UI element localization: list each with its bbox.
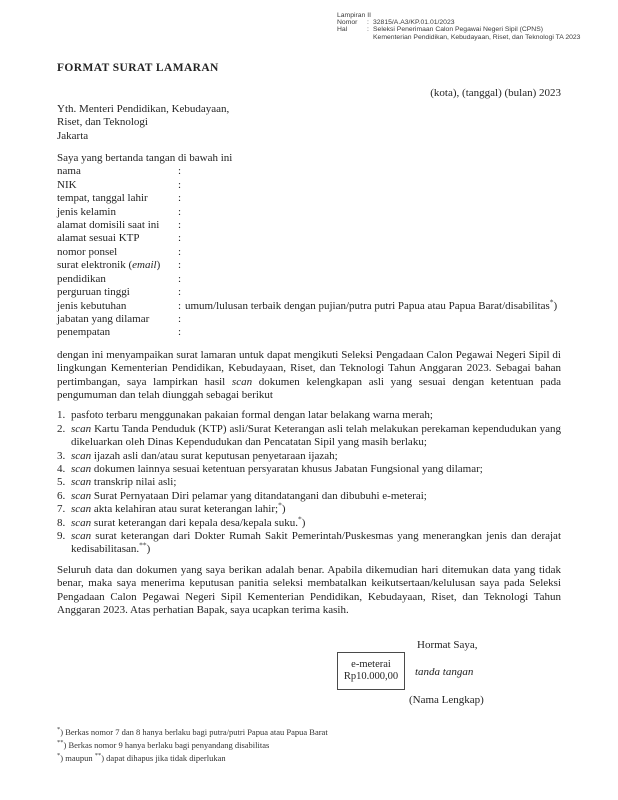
- list-item: [57, 476, 561, 489]
- annex-lampiran: [337, 12, 607, 19]
- field-label: jenis kelamin: [57, 205, 116, 218]
- list-text: scan transkrip nilai asli;: [71, 476, 177, 489]
- list-number: 7.: [57, 503, 66, 516]
- asterisk-marker: **: [139, 540, 147, 550]
- email-label-post: ): [156, 259, 161, 272]
- field-colon: :: [178, 178, 182, 191]
- field-colon: :: [178, 299, 182, 312]
- signature-hint: tanda tangan: [415, 666, 474, 678]
- p1-text-b: dokumen kelengkapan asli yang sesuai dengan ketentuan pada pengumuman dan telah diunggah sebagai berikut: [57, 375, 561, 401]
- field-colon: :: [178, 205, 182, 218]
- list-text: scan ijazah asli dan/atau surat keputusan penyetaraan ijazah;: [71, 449, 338, 462]
- list-item: [57, 500, 561, 516]
- letter-body: [57, 62, 561, 617]
- body-paragraph-1: [57, 349, 561, 403]
- field-label: tempat, tanggal lahir: [57, 192, 148, 205]
- field-label: NIK: [57, 178, 77, 191]
- list-number: 5.: [57, 476, 66, 489]
- e-meterai-stamp-box: [337, 652, 405, 690]
- asterisk-marker: *: [278, 500, 282, 510]
- list-text: scan akta kelahiran atau surat keterangan lahir;*): [71, 500, 286, 516]
- field-row-nomor-ponsel: [57, 246, 561, 259]
- field-row-alamat-domisili: [57, 219, 561, 232]
- closing-salutation: Hormat Saya,: [417, 639, 478, 651]
- list-item: [57, 490, 561, 503]
- field-value: [185, 192, 561, 205]
- field-label: jenis kebutuhan: [57, 299, 127, 312]
- field-colon: :: [178, 326, 182, 339]
- date-line: (kota), (tanggal) (bulan) 2023: [430, 87, 561, 100]
- nomor-value: 32815/A.A3/KP.01.01/2023: [373, 19, 455, 27]
- field-colon: :: [178, 219, 182, 232]
- footnote: *) maupun **) dapat dihapus jika tidak diperlukan: [57, 751, 226, 763]
- field-colon: :: [178, 245, 182, 258]
- list-text: scan Surat Pernyataan Diri pelamar yang ditandatangani dan dibubuhi e-meterai;: [71, 489, 427, 502]
- p1-text-a: dengan ini menyampaikan surat lamaran untuk dapat mengikuti Seleksi Pengadaan Calon Pegawai Negeri Sipil di lingkungan Kementerian Pendidikan, Kebudayaan, Riset, dan Teknologi Tahun Anggaran 2023. Sebagai bahan pertimbangan, saya lampirkan hasil: [57, 348, 561, 388]
- annex-hal: [337, 26, 607, 40]
- p1-italic-scan: scan: [231, 375, 253, 388]
- stamp-line1: e-meterai: [351, 658, 391, 670]
- field-label: jabatan yang dilamar: [57, 312, 150, 325]
- field-value: [185, 206, 561, 219]
- field-label: [57, 259, 178, 272]
- field-colon: :: [178, 192, 182, 205]
- field-label: perguruan tinggi: [57, 286, 130, 299]
- field-row-penempatan: [57, 326, 561, 339]
- field-row-pendidikan: [57, 273, 561, 286]
- field-row-ttl: [57, 192, 561, 205]
- list-item: [57, 423, 561, 450]
- annex-header: [337, 12, 607, 41]
- list-text: scan surat keterangan dari Dokter Rumah Sakit Pemerintah/Puskesmas yang menerangkan jenis dan derajat kedisabilitasan.**): [71, 530, 561, 556]
- field-value: [185, 273, 561, 286]
- recipient-block: [57, 103, 561, 143]
- field-value: [185, 219, 561, 232]
- field-colon: :: [178, 286, 182, 299]
- list-number: 9.: [57, 530, 66, 542]
- hal-label: Hal: [337, 26, 348, 34]
- field-list: [57, 165, 561, 339]
- list-number: 4.: [57, 462, 66, 475]
- list-text: scan dokumen lainnya sesuai ketentuan persyaratan khusus Jabatan Fungsional yang dilamar;: [71, 462, 483, 475]
- list-item: [57, 530, 561, 557]
- email-label-italic: email: [132, 259, 157, 272]
- list-text: pasfoto terbaru menggunakan pakaian formal dengan latar belakang warna merah;: [71, 409, 433, 422]
- asterisk-marker: *: [549, 296, 554, 306]
- field-value: [185, 326, 561, 339]
- hal-colon: :: [367, 26, 369, 34]
- field-label: nama: [57, 165, 81, 178]
- hal-value-line1: Seleksi Penerimaan Calon Pegawai Negeri Sipil (CPNS): [373, 26, 543, 34]
- jenis-kebutuhan-tail: ): [553, 299, 558, 312]
- field-row-nik: [57, 179, 561, 192]
- field-value: [185, 232, 561, 245]
- recipient-line3: Jakarta: [57, 129, 89, 142]
- nomor-label: Nomor: [337, 19, 358, 27]
- email-label-pre: surat elektronik (: [57, 259, 133, 272]
- field-value: [185, 179, 561, 192]
- field-row-perguruan-tinggi: [57, 286, 561, 299]
- field-colon: :: [178, 232, 182, 245]
- stamp-line2: Rp10.000,00: [343, 671, 399, 682]
- intro-line: Saya yang bertanda tangan di bawah ini: [57, 152, 233, 165]
- field-row-alamat-ktp: [57, 232, 561, 245]
- nomor-colon: :: [367, 19, 369, 27]
- field-value: [185, 165, 561, 178]
- full-name-placeholder: (Nama Lengkap): [409, 694, 484, 706]
- field-label: alamat sesuai KTP: [57, 232, 140, 245]
- field-row-email: [57, 259, 561, 272]
- page-title: FORMAT SURAT LAMARAN: [57, 62, 219, 74]
- field-label: alamat domisili saat ini: [57, 219, 160, 232]
- footnote: **) Berkas nomor 9 hanya berlaku bagi penyandang disabilitas: [57, 738, 270, 750]
- field-row-jabatan: [57, 313, 561, 326]
- lampiran-text: Lampiran II: [337, 12, 372, 19]
- annex-nomor: [337, 19, 607, 26]
- recipient-line1: Yth. Menteri Pendidikan, Kebudayaan,: [57, 102, 230, 115]
- list-number: 2.: [57, 422, 66, 435]
- field-row-jenis-kelamin: [57, 206, 561, 219]
- hal-value: [373, 26, 607, 40]
- field-value: [185, 259, 561, 272]
- field-colon: :: [178, 312, 182, 325]
- footnotes-block: [57, 726, 517, 764]
- body-paragraph-2: Seluruh data dan dokumen yang saya berikan adalah benar. Apabila dikemudian hari ditemukan data yang tidak benar, maka saya menerima keputusan panitia seleksi membatalkan keikutsertaan/kelulusan saya pada Seleksi Pengadaan Calon Pegawai Negeri Sipil Kementerian Pendidikan, Kebudayaan, Riset, dan Teknologi Tahun Anggaran 2023. Atas perhatian Bapak, saya ucapkan terima kasih.: [57, 563, 561, 617]
- field-colon: :: [178, 259, 182, 272]
- field-value: [185, 246, 561, 259]
- list-item: [57, 450, 561, 463]
- list-text: scan surat keterangan dari kepala desa/kepala suku.*): [71, 513, 306, 529]
- list-number: 3.: [57, 449, 66, 462]
- field-value: [185, 286, 561, 299]
- list-number: 1.: [57, 409, 66, 422]
- footnote: *) Berkas nomor 7 dan 8 hanya berlaku bagi putra/putri Papua atau Papua Barat: [57, 726, 328, 737]
- list-item: [57, 513, 561, 530]
- requirements-list: [57, 409, 561, 556]
- list-text: scan Kartu Tanda Penduduk (KTP) asli/Surat Keterangan asli telah melakukan perekaman kependudukan yang dikeluarkan oleh Dinas Kependudukan dan Pencatatan Sipil yang masih berlaku;: [71, 422, 561, 449]
- jenis-kebutuhan-text: umum/lulusan terbaik dengan pujian/putra putri Papua atau Papua Barat/disabilitas: [185, 299, 550, 312]
- list-item: [57, 463, 561, 476]
- field-label: penempatan: [57, 326, 111, 339]
- field-colon: :: [178, 165, 182, 178]
- asterisk-marker: *: [297, 513, 302, 523]
- field-value: [185, 296, 561, 313]
- field-label: pendidikan: [57, 272, 106, 285]
- field-label: nomor ponsel: [57, 245, 118, 258]
- list-number: 8.: [57, 516, 66, 529]
- field-row-nama: [57, 165, 561, 178]
- field-row-jenis-kebutuhan: [57, 296, 561, 313]
- hal-value-line2: Kementerian Pendidikan, Kebudayaan, Riset, dan Teknologi TA 2023: [373, 33, 581, 41]
- field-colon: :: [178, 272, 182, 285]
- field-value: [185, 313, 561, 326]
- recipient-line2: Riset, dan Teknologi: [57, 116, 148, 129]
- list-item: [57, 409, 561, 422]
- list-number: 6.: [57, 489, 66, 502]
